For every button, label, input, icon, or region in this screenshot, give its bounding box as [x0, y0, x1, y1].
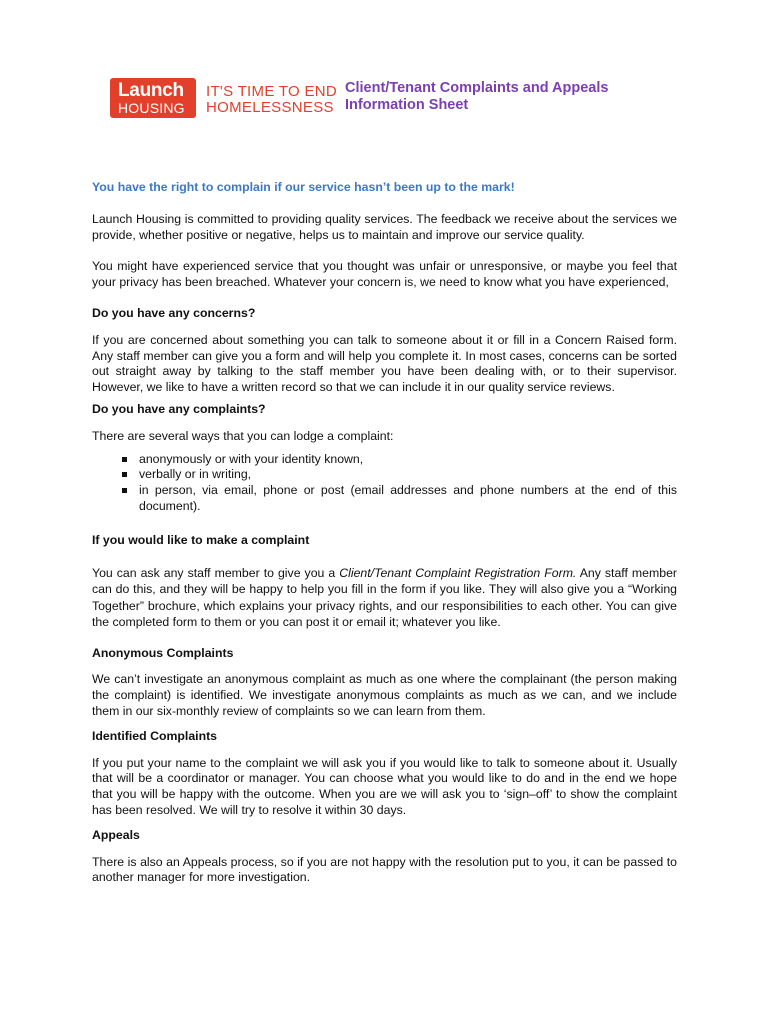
lead-statement: You have the right to complain if our service hasn’t been up to the mark!	[92, 180, 515, 194]
concerns-paragraph: If you are concerned about something you can talk to someone about it or fill in a Concern Raised form. Any staff member can give you a form and will help you complete it. In most cases, concerns can be sorted out straight away by talking to the staff member you have been dealing with, or to their supervisor. However, we like to have a written record so that we can include it in our quality service reviews.	[92, 332, 677, 395]
identified-paragraph: If you put your name to the complaint we will ask you if you would like to talk to someone about it. Usually that will be a coordinator or manager. You can choose what you would like to do and in the end we hope that you will be happy with the outcome. When you are we will ask you to ‘sign–off’ to show the complaint has been resolved. We will try to resolve it within 30 days.	[92, 755, 677, 817]
complaint-methods-list	[92, 452, 677, 515]
bullet-icon	[122, 472, 127, 477]
intro-paragraph-2: You might have experienced service that you thought was unfair or unresponsive, or maybe you feel that your privacy has been breached. Whatever your concern is, we need to know what you have experienced,	[92, 259, 677, 290]
list-item: verbally or in writing,	[92, 467, 677, 483]
make-complaint-paragraph: You can ask any staff member to give you a Client/Tenant Complaint Registration Form. Any staff member can do this, and they will be happy to help you fill in the form if you like. They will also give you a “Working Together” brochure, which explains your privacy rights, and our responsibilities to each other. You can give the completed form to them or you can post it or email it; whatever you like.	[92, 565, 678, 630]
form-name: Client/Tenant Complaint Registration Form.	[339, 565, 577, 580]
bullet-icon	[122, 488, 127, 493]
appeals-heading: Appeals	[92, 827, 140, 842]
title-line-2: Information Sheet	[345, 97, 469, 113]
intro-paragraph-1: Launch Housing is committed to providing quality services. The feedback we receive about the services we provide, whether positive or negative, helps us to maintain and improve our service quality.	[92, 211, 677, 242]
anonymous-heading: Anonymous Complaints	[92, 645, 234, 660]
bullet-icon	[122, 457, 127, 462]
complaints-intro: There are several ways that you can lodge a complaint:	[92, 428, 394, 443]
logo-line-1: Launch	[118, 80, 184, 101]
make-complaint-heading: If you would like to make a complaint	[92, 532, 310, 547]
tagline-line-2: HOMELESSNESS	[206, 99, 334, 116]
document-body	[92, 180, 677, 886]
title-line-1: Client/Tenant Complaints and Appeals	[345, 80, 609, 96]
tagline	[206, 84, 337, 116]
page-title	[345, 80, 608, 114]
identified-heading: Identified Complaints	[92, 728, 218, 743]
concerns-heading: Do you have any concerns?	[92, 305, 256, 320]
list-item: in person, via email, phone or post (email addresses and phone numbers at the end of this document).	[92, 483, 677, 515]
complaints-heading: Do you have any complaints?	[92, 401, 266, 416]
list-item: anonymously or with your identity known,	[92, 452, 677, 468]
logo-line-2: HOUSING	[118, 100, 185, 116]
appeals-paragraph: There is also an Appeals process, so if you are not happy with the resolution put to you, it can be passed to another manager for more investigation.	[92, 854, 677, 885]
anonymous-paragraph: We can’t investigate an anonymous complaint as much as one where the complainant (the person making the complaint) is identified. We investigate anonymous complaints as much as we can, and we include them in our six-monthly review of complaints so we can learn from them.	[92, 672, 677, 718]
tagline-line-1: IT'S TIME TO END	[206, 83, 338, 100]
launch-housing-logo	[110, 78, 196, 118]
